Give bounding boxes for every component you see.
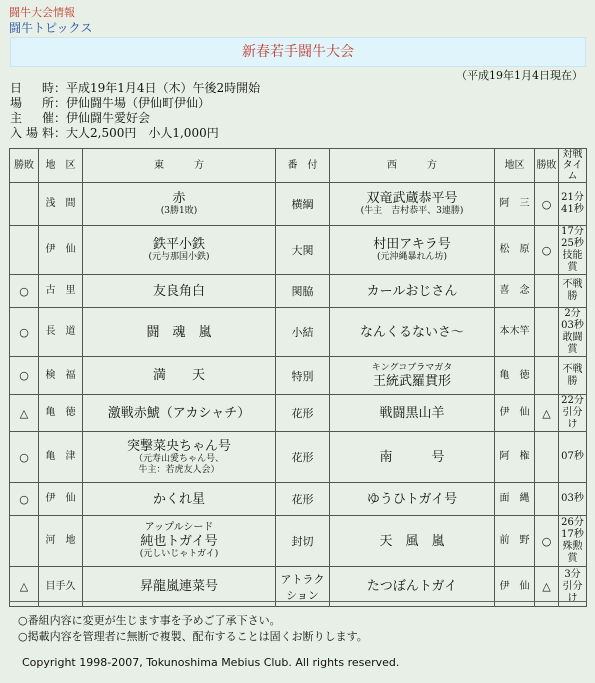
result-mark: ○ — [19, 492, 29, 506]
cell-region-right — [495, 183, 535, 226]
rank-label-2: ション — [286, 588, 319, 602]
west-name: 双竜武蔵恭平号 — [366, 191, 458, 206]
page-title: 新春若手闘牛大会 — [10, 37, 586, 67]
cell-rank — [276, 357, 330, 395]
cell-west — [330, 395, 495, 432]
region-label: 伊 仙 — [45, 493, 76, 504]
bout-time: 26分17秒 — [561, 517, 584, 540]
cell-region-right — [495, 483, 535, 516]
east-name: 突撃菜央ちゃん号 — [126, 438, 231, 454]
cell-rank — [276, 183, 330, 226]
cell-east — [83, 432, 276, 483]
cell-region-left — [39, 395, 83, 432]
bout-time: 22分 — [561, 395, 584, 406]
bout-time: 不戦勝 — [562, 279, 583, 302]
west-name: 天 風 嵐 — [379, 533, 445, 549]
result-mark: ○ — [19, 369, 29, 382]
east-note: (元しいじゃトガイ) — [139, 549, 219, 559]
east-note-2: 牛主：若虎友人会） — [138, 464, 220, 475]
table-row — [10, 226, 587, 275]
bout-time: 2分03秒 — [561, 308, 584, 331]
cell-time — [559, 516, 587, 567]
bout-time: 17分25秒 — [561, 226, 584, 249]
west-name: カールおじさん — [366, 283, 458, 299]
result-mark: ○ — [19, 284, 29, 298]
cell-time — [559, 395, 587, 432]
east-name: 鉄平小鉄 — [152, 237, 205, 252]
cell-rank — [276, 516, 330, 567]
header-east: 東 方 — [83, 149, 276, 183]
east-name: 純也トガイ号 — [140, 534, 218, 549]
bout-time: 3分引分 — [562, 568, 583, 592]
region-label: 河 地 — [45, 535, 76, 546]
bout-award: 敢闘賞 — [562, 332, 583, 355]
east-name: 闘 魂 嵐 — [146, 324, 212, 340]
result-mark: △ — [19, 406, 29, 420]
cell-time — [559, 357, 587, 395]
cell-time — [559, 275, 587, 308]
region-label: 阿 三 — [499, 198, 530, 209]
cell-west — [330, 226, 495, 275]
cell-region-left — [39, 357, 83, 395]
cell-result-left — [10, 432, 39, 483]
table-header-row — [10, 149, 587, 183]
rank-label: 小結 — [291, 326, 314, 339]
info-value: ：伊仙闘牛場（伊仙町伊仙） — [54, 96, 211, 110]
cell-east — [83, 308, 276, 357]
cell-time — [559, 432, 587, 483]
copyright: Copyright 1998-2007, Tokunoshima Mebius Club. All rights reserved. — [22, 656, 400, 669]
cell-west — [330, 516, 495, 567]
result-mark: ○ — [541, 243, 552, 257]
info-value: ：平成19年1月4日（木）午後2時開始 — [54, 81, 261, 95]
cell-region-left — [39, 308, 83, 357]
west-name: 戦闘黒山羊 — [379, 405, 445, 421]
bout-time: 21分41秒 — [561, 192, 584, 215]
info-key: 場 所 — [10, 96, 54, 110]
info-value: ：大人2,500円 小人1,000円 — [54, 126, 219, 140]
region-label: 前 野 — [499, 535, 530, 546]
cell-time — [559, 183, 587, 226]
header-result: 勝敗 — [10, 149, 39, 183]
west-name-kana: キングコブラマガタ — [371, 362, 453, 373]
rank-label: 花形 — [291, 407, 314, 420]
table-row — [10, 183, 587, 226]
cell-region-left — [39, 516, 83, 567]
east-name: 満 天 — [152, 368, 205, 383]
cell-result-right — [535, 483, 559, 516]
breadcrumb-topics[interactable]: 闘牛トピックス — [9, 21, 93, 35]
table-row — [10, 516, 587, 567]
cell-time — [559, 308, 587, 357]
cell-west — [330, 308, 495, 357]
region-label: 浅 間 — [45, 198, 76, 209]
cell-region-right — [495, 395, 535, 432]
info-datetime — [10, 81, 260, 95]
cell-result-right — [535, 275, 559, 308]
cell-result-left — [10, 357, 39, 395]
cell-region-right — [495, 308, 535, 357]
region-label: 長 道 — [45, 326, 76, 337]
west-name: 南 号 — [379, 449, 445, 465]
cell-region-right — [495, 226, 535, 275]
bout-time: 03秒 — [561, 493, 584, 504]
cell-west — [330, 357, 495, 395]
east-name: 昇龍嵐連菜号 — [139, 579, 218, 594]
cell-region-left — [39, 226, 83, 275]
cell-west — [330, 275, 495, 308]
cell-west — [330, 483, 495, 516]
cell-time — [559, 226, 587, 275]
bout-award: 引分け — [562, 407, 583, 430]
cell-result-right — [535, 226, 559, 275]
table-row — [10, 432, 587, 483]
cell-east — [83, 183, 276, 226]
result-mark: ○ — [19, 450, 29, 464]
header-result-right: 勝敗 — [535, 149, 559, 183]
region-label: 伊 仙 — [499, 407, 530, 418]
region-label: 亀 津 — [45, 451, 76, 462]
cell-result-right — [535, 357, 559, 395]
west-name: ゆうひトガイ号 — [366, 491, 458, 507]
rank-label: 花形 — [291, 451, 314, 464]
info-venue — [10, 96, 210, 110]
east-name: 激戦赤鯱（アカシャチ） — [107, 405, 251, 421]
bout-award: 技能賞 — [562, 250, 583, 273]
region-label: 面 縄 — [499, 493, 530, 504]
info-key: 主 催 — [10, 111, 54, 125]
cell-result-left — [10, 275, 39, 308]
result-mark: ○ — [541, 197, 552, 211]
cell-rank — [276, 308, 330, 357]
region-label: 古 里 — [45, 285, 76, 296]
cell-rank — [276, 483, 330, 516]
cell-east — [83, 483, 276, 516]
table-row — [10, 395, 587, 432]
cell-region-left — [39, 275, 83, 308]
east-note: (3勝1敗) — [160, 206, 198, 216]
cell-result-left — [10, 226, 39, 275]
rank-label: 特別 — [291, 369, 314, 383]
bout-award: 殊勲賞 — [562, 541, 583, 564]
region-label: 伊 仙 — [499, 580, 530, 592]
east-name: かくれ星 — [152, 491, 205, 507]
cell-region-left — [39, 183, 83, 226]
rank-label: 関脇 — [291, 285, 314, 298]
west-note: (牛主 吉村恭平、3連勝) — [360, 206, 464, 216]
cell-region-right — [495, 357, 535, 395]
region-label: 亀 徳 — [499, 369, 530, 381]
east-name-kana: アップルシード — [144, 522, 214, 533]
header-region: 地 区 — [39, 149, 83, 183]
info-key: 入場料 — [10, 126, 54, 140]
cell-rank — [276, 226, 330, 275]
cell-result-right — [535, 516, 559, 567]
divider — [9, 601, 586, 602]
region-label: 伊 仙 — [45, 244, 76, 255]
cell-time — [559, 483, 587, 516]
table-row — [10, 357, 587, 395]
cell-west — [330, 432, 495, 483]
table-row — [10, 275, 587, 308]
cell-result-left — [10, 183, 39, 226]
result-mark: △ — [19, 580, 29, 593]
header-rank: 番 付 — [276, 149, 330, 183]
east-note: （元寿山愛ちゃん号、 — [133, 453, 224, 464]
bout-table — [9, 148, 587, 607]
rank-label: 大関 — [291, 244, 314, 257]
breadcrumb-tournament-info[interactable]: 闘牛大会情報 — [9, 6, 75, 19]
cell-result-left — [10, 308, 39, 357]
cell-result-right — [535, 308, 559, 357]
cell-region-left — [39, 483, 83, 516]
region-label: 亀 徳 — [45, 407, 76, 418]
west-name: 村田アキラ号 — [373, 237, 451, 252]
cell-region-left — [39, 432, 83, 483]
cell-result-right — [535, 183, 559, 226]
cell-east — [83, 275, 276, 308]
cell-east — [83, 516, 276, 567]
cell-east — [83, 357, 276, 395]
rank-label: アトラク — [280, 572, 325, 586]
cell-region-right — [495, 432, 535, 483]
east-note: (元与那国小鉄) — [148, 252, 210, 262]
result-mark: ○ — [19, 325, 29, 339]
header-time: 対戦タイム — [559, 149, 587, 183]
table-row — [10, 483, 587, 516]
east-name: 友良角白 — [152, 283, 205, 299]
info-organizer — [10, 111, 150, 125]
header-region-right: 地区 — [495, 149, 535, 183]
cell-rank — [276, 395, 330, 432]
cell-rank — [276, 432, 330, 483]
region-label: 検 福 — [45, 369, 76, 381]
cell-result-right — [535, 432, 559, 483]
west-name: たつぼんトガイ — [366, 579, 458, 594]
region-label: 本木竿 — [499, 326, 530, 337]
info-key: 日 時 — [10, 81, 54, 95]
cell-east — [83, 226, 276, 275]
cell-region-right — [495, 275, 535, 308]
cell-result-left — [10, 483, 39, 516]
cell-result-left — [10, 395, 39, 432]
cell-region-right — [495, 516, 535, 567]
region-label: 阿 権 — [499, 451, 530, 462]
region-label: 喜 念 — [499, 285, 530, 296]
result-mark: △ — [542, 580, 551, 593]
cell-rank — [276, 275, 330, 308]
west-name: 王統武羅貫形 — [372, 373, 451, 389]
cell-west — [330, 183, 495, 226]
note-schedule-change: ○番組内容に変更が生じます事を予めご了承下さい。 — [18, 614, 281, 627]
rank-label: 花形 — [291, 493, 314, 506]
rank-label: 封切 — [291, 535, 314, 548]
east-name: 赤 — [172, 191, 186, 206]
region-label: 松 原 — [499, 244, 530, 255]
as-of-date: （平成19年1月4日現在） — [456, 69, 583, 82]
cell-result-left — [10, 516, 39, 567]
info-value: ：伊仙闘牛愛好会 — [54, 111, 151, 125]
table-row — [10, 308, 587, 357]
west-name: なんくるないさ～ — [359, 324, 464, 340]
region-label: 目手久 — [45, 580, 76, 592]
bout-time: 07秒 — [561, 451, 584, 462]
cell-result-right — [535, 395, 559, 432]
bout-award: け — [567, 592, 578, 604]
header-west: 西 方 — [330, 149, 495, 183]
note-copy-prohibited: ○掲載内容を管理者に無断で複製、配布することは固くお断りします。 — [18, 630, 368, 643]
west-note: (元沖縄暴れん坊) — [376, 252, 448, 262]
rank-label: 横綱 — [291, 198, 314, 211]
cell-east — [83, 395, 276, 432]
bout-time: 不戦勝 — [562, 363, 583, 387]
result-mark: △ — [542, 406, 551, 420]
result-mark: ○ — [541, 534, 552, 548]
info-admission — [10, 126, 219, 140]
